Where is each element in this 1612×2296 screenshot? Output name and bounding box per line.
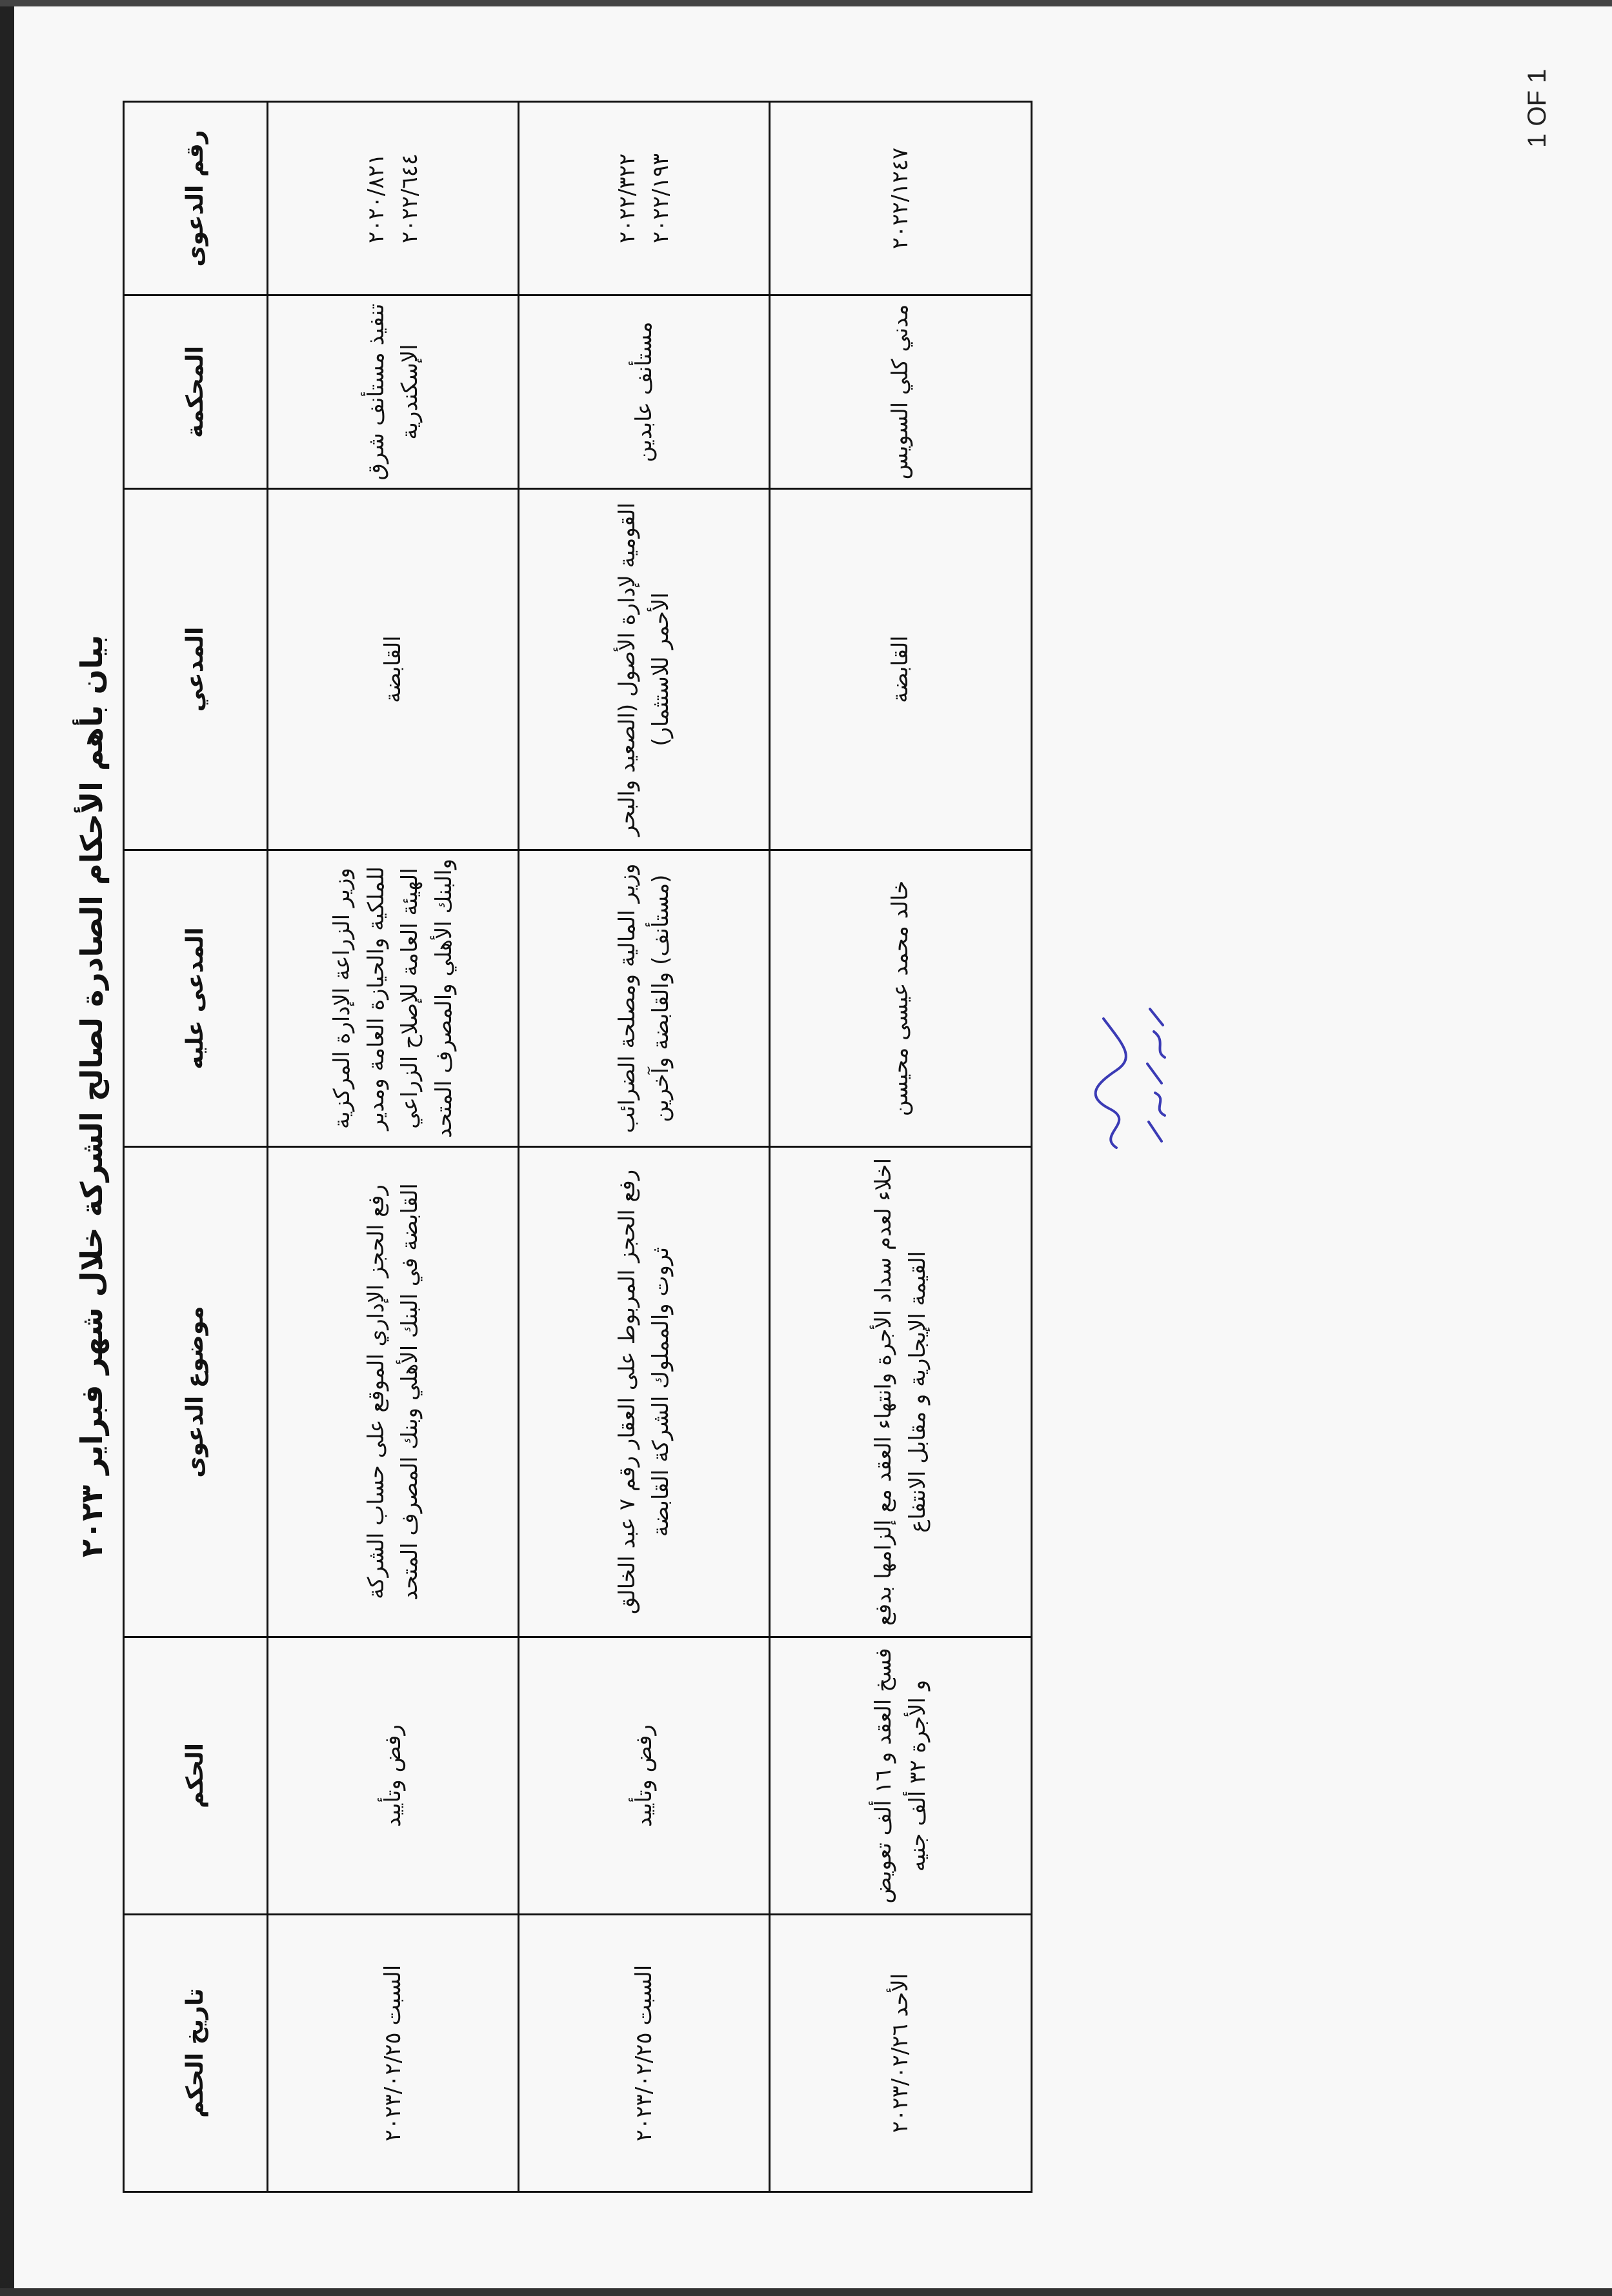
cell-court: مدني كلي السويس xyxy=(770,295,1032,489)
cell-ruling: رفض وتأييد xyxy=(519,1637,770,1915)
header-case-number: رقم الدعوى xyxy=(124,102,268,295)
page-counter: 1 OF 1 xyxy=(1523,68,1551,148)
cell-plaintiff: القومية لإدارة الأصول (الصعيد والبحر الأحمر للاستثمار) xyxy=(519,489,770,850)
cell-defendant: وزير الزراعة الإدارة المركزية للملكية والحيازة العامة ومدير الهيئة العامة للإصلاح الزراعي والبنك الأهلي والمصرف المتحد xyxy=(268,850,519,1147)
cell-case-number: ٢٠٢٢/٣٢٢ ٢٠٢٢/١٩٣ xyxy=(519,102,770,295)
header-subject: موضوع الدعوى xyxy=(124,1147,268,1637)
rulings-table xyxy=(123,101,1033,2193)
table-header-row xyxy=(124,102,268,2192)
cell-ruling-date: السبت ٢٠٢٣/٠٢/٢٥ xyxy=(268,1915,519,2192)
handwritten-signature-mark xyxy=(1078,993,1194,1161)
cell-ruling: رفض وتأييد xyxy=(268,1637,519,1915)
cell-court: تنفيذ مستأنف شرق الإسكندرية xyxy=(268,295,519,489)
header-court: المحكمة xyxy=(124,295,268,489)
cell-ruling: فسخ العقد و ١٦ ألف تعويض و الأجرة ٣٢ ألف جنيه xyxy=(770,1637,1032,1915)
page-title: بيان بأهم الأحكام الصادرة لصالح الشركة خلال شهر فبراير ٢٠٢٣ xyxy=(74,634,109,1558)
cell-ruling-date: السبت ٢٠٢٣/٠٢/٢٥ xyxy=(519,1915,770,2192)
rotated-document xyxy=(13,0,1612,2296)
scan-edge-left xyxy=(0,0,14,2296)
cell-subject: رفع الحجز الإداري الموقع على حساب الشركة القابضة في البنك الأهلي وبنك المصرف المتحد xyxy=(268,1147,519,1637)
cell-defendant: خالد محمد عيسى محيسن xyxy=(770,850,1032,1147)
header-plaintiff: المدعي xyxy=(124,489,268,850)
header-ruling: الحكم xyxy=(124,1637,268,1915)
table-row xyxy=(519,102,770,2192)
cell-plaintiff: القابضة xyxy=(268,489,519,850)
header-defendant: المدعى عليه xyxy=(124,850,268,1147)
cell-defendant: وزير المالية ومصلحة الضرائب (مستأنف) والقابضة وآخرين xyxy=(519,850,770,1147)
cell-case-number: ٢٠٢٠/٨٢١ ٢٠٢٢/٦٤٤ xyxy=(268,102,519,295)
cell-court: مستأنف عابدين xyxy=(519,295,770,489)
cell-ruling-date: الأحد ٢٠٢٣/٠٢/٢٦ xyxy=(770,1915,1032,2192)
table-row xyxy=(770,102,1032,2192)
cell-plaintiff: القابضة xyxy=(770,489,1032,850)
table-row xyxy=(268,102,519,2192)
header-ruling-date: تاريخ الحكم xyxy=(124,1915,268,2192)
cell-subject: اخلاء لعدم سداد الأجرة وانتهاء العقد مع إلزامها بدفع القيمة الإيجارية و مقابل الانتفاع xyxy=(770,1147,1032,1637)
cell-case-number: ٢٠٢٢/١٢٤٧ xyxy=(770,102,1032,295)
cell-subject: رفع الحجز المربوط على العقار رقم ٧ عبد الخالق ثروت والمملوك الشركة القابضة xyxy=(519,1147,770,1637)
